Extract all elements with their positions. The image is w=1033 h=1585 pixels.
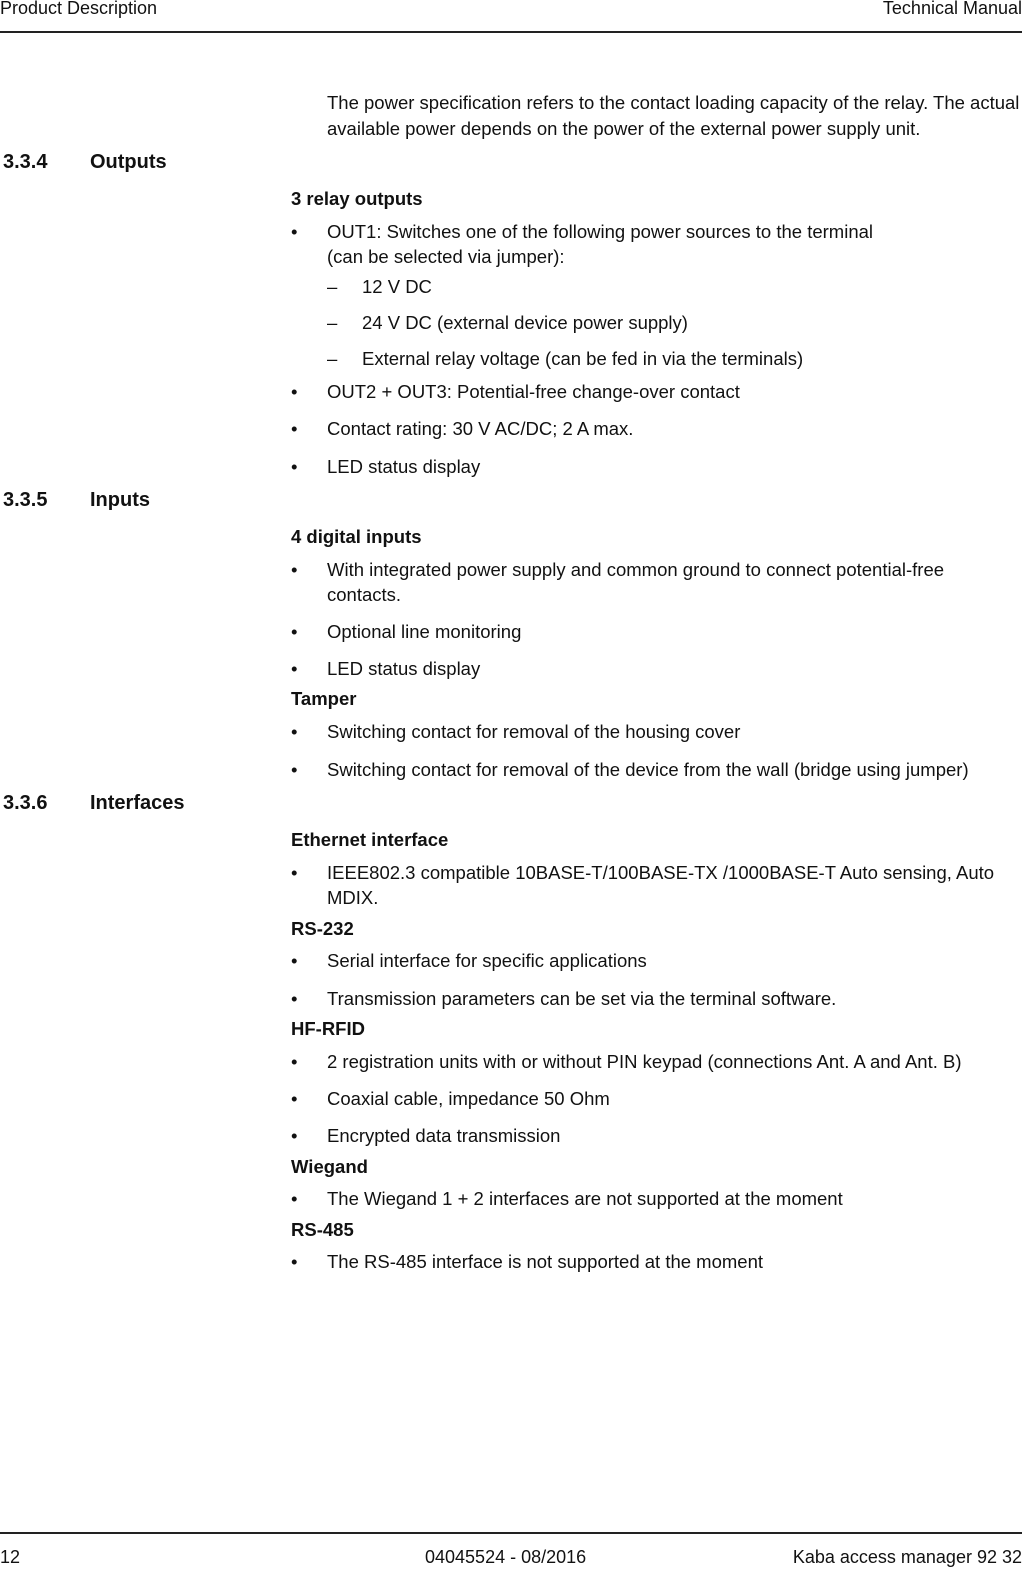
section-number: 3.3.5 [3,489,48,511]
subheading-ethernet: Ethernet interface [291,829,449,850]
list-item [291,1049,1026,1074]
section-heading-outputs [3,151,167,174]
dash-icon: – [327,312,338,333]
page-header [0,0,1022,33]
section-title: Outputs [90,151,167,173]
list-item [291,219,1026,269]
list-item [291,1123,1026,1148]
bullet-icon: • [291,1188,298,1209]
list-item-text: OUT1: Switches one of the following power sources to the terminal [327,221,874,242]
sub-list-item [327,276,432,298]
list-item [291,948,1026,973]
dash-icon: – [327,276,338,297]
sub-list-item-text: External relay voltage (can be fed in via the terminals) [362,348,804,369]
list-item [291,379,1026,404]
list-item-text: Switching contact for removal of the device from the wall (bridge using jumper) [327,759,969,780]
list-item [291,454,1026,479]
list-item-text: The Wiegand 1 + 2 interfaces are not supported at the moment [327,1188,843,1209]
product-name: Kaba access manager 92 32 [792,1547,1022,1567]
bullet-icon: • [291,456,298,477]
bullet-icon: • [291,862,298,883]
list-item-text: Encrypted data transmission [327,1125,561,1146]
list-item [291,719,1026,744]
list-item-text: LED status display [327,456,481,477]
list-item-text: IEEE802.3 compatible 10BASE-T/100BASE-TX /1000BASE-T Auto sensing, Auto [327,862,995,883]
list-item-text: contacts. [327,584,402,605]
page-number: 12 [0,1547,21,1567]
list-item-text: Serial interface for specific applications [327,950,647,971]
bullet-icon: • [291,950,298,971]
list-item-text: Contact rating: 30 V AC/DC; 2 A max. [327,418,634,439]
section-number: 3.3.6 [3,792,48,814]
list-item [291,1186,1026,1211]
section-title: Interfaces [90,792,185,814]
subheading-digital-inputs: 4 digital inputs [291,526,422,547]
bullet-icon: • [291,1251,298,1272]
list-item [291,1086,1026,1111]
list-item-text: OUT2 + OUT3: Potential-free change-over contact [327,381,740,402]
list-item-text: The RS-485 interface is not supported at the moment [327,1251,764,1272]
sub-list-item [327,348,803,370]
list-item [291,757,1026,782]
section-heading-inputs [3,489,150,512]
bullet-icon: • [291,621,298,642]
list-item [291,986,1026,1011]
section-number: 3.3.4 [3,151,48,173]
subheading-tamper: Tamper [291,688,357,709]
intro-paragraph: The power specification refers to the contact loading capacity of the relay. The actual available power depends on the power of the external power supply unit. [327,92,1020,139]
page-footer [0,1532,1022,1574]
section-title: Inputs [90,489,150,511]
list-item-text: Coaxial cable, impedance 50 Ohm [327,1088,610,1109]
list-item-text: 2 registration units with or without PIN keypad (connections Ant. A and Ant. B) [327,1051,962,1072]
subheading-hf-rfid: HF-RFID [291,1018,365,1039]
header-manual-title: Technical Manual [882,0,1022,18]
section-heading-interfaces [3,792,185,815]
list-item-text: With integrated power supply and common ground to connect potential-free [327,559,945,580]
list-item-text: Switching contact for removal of the housing cover [327,721,741,742]
sub-list-item [327,312,688,334]
bullet-icon: • [291,1051,298,1072]
dash-icon: – [327,348,338,369]
list-item-text: MDIX. [327,887,379,908]
list-item [291,1249,1026,1274]
subheading-wiegand: Wiegand [291,1156,368,1177]
document-number: 04045524 - 08/2016 [425,1547,587,1567]
list-item-text: Transmission parameters can be set via the terminal software. [327,988,837,1009]
sub-list-item-text: 24 V DC (external device power supply) [362,312,688,333]
list-item [291,557,1026,607]
bullet-icon: • [291,221,298,242]
list-item-text: LED status display [327,658,481,679]
list-item [291,860,1026,910]
bullet-icon: • [291,381,298,402]
list-item-text: Optional line monitoring [327,621,522,642]
subheading-rs232: RS-232 [291,918,354,939]
list-item [291,619,1026,644]
bullet-icon: • [291,759,298,780]
list-item-text: (can be selected via jumper): [327,246,565,267]
subheading-relay-outputs: 3 relay outputs [291,188,423,209]
header-section-title: Product Description [0,0,158,18]
bullet-icon: • [291,559,298,580]
bullet-icon: • [291,721,298,742]
bullet-icon: • [291,1088,298,1109]
bullet-icon: • [291,418,298,439]
list-item [291,416,1026,441]
sub-list-item-text: 12 V DC [362,276,432,297]
bullet-icon: • [291,658,298,679]
bullet-icon: • [291,988,298,1009]
subheading-rs485: RS-485 [291,1219,354,1240]
list-item [291,656,1026,681]
bullet-icon: • [291,1125,298,1146]
